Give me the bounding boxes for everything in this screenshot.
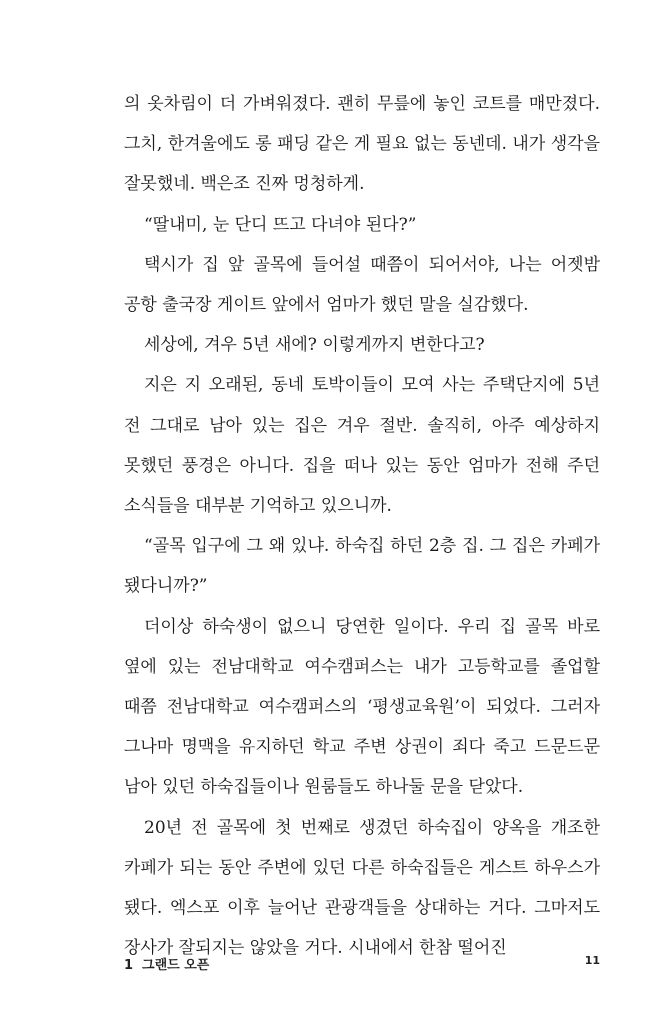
chapter-title: 그랜드 오픈: [142, 958, 210, 973]
paragraph: 더이상 하숙생이 없으니 당연한 일이다. 우리 집 골목 바로 옆에 있는 전남대학교 여수캠퍼스는 내가 고등학교를 졸업할 때쯤 전남대학교 여수캠퍼스의 ‘평생교육원’이 되었다. 그러자 그나마 명맥을 유지하던 학교 주변 상권이 죄다 죽고 드문드문 남아 있던 하숙집들이나 원룸들도 하나둘 문을 닫았다.: [124, 616, 600, 798]
chapter-number: 1: [124, 958, 134, 973]
page-body: [124, 84, 600, 968]
paragraph: 세상에, 겨우 5년 새에? 이렇게까지 변한다고?: [144, 335, 485, 356]
paragraph: “딸내미, 눈 단디 뜨고 다녀야 된다?”: [144, 214, 417, 235]
running-footer-chapter: [124, 954, 209, 973]
paragraph: 20년 전 골목에 첫 번째로 생겼던 하숙집이 양옥을 개조한 카페가 되는 동안 주변에 있던 다른 하숙집들은 게스트 하우스가 됐다. 엑스포 이후 늘어난 관광객들을 상대하는 거다. 그마저도 장사가 잘되지는 않았을 거다. 시내에서 한참 떨어진: [124, 817, 600, 959]
page-footer: [124, 946, 600, 976]
paragraph: 지은 지 오래된, 동네 토박이들이 모여 사는 주택단지에 5년 전 그대로 남아 있는 집은 겨우 절반. 솔직히, 아주 예상하지 못했던 풍경은 아니다. 집을 떠나 있는 동안 엄마가 전해 주던 소식들을 대부분 기억하고 있으니까.: [124, 375, 600, 517]
paragraph: 의 옷차림이 더 가벼워졌다. 괜히 무릎에 놓인 코트를 매만졌다. 그치, 한겨울에도 롱 패딩 같은 게 필요 없는 동넨데. 내가 생각을 잘못했네. 백은조 진짜 멍청하게.: [124, 94, 600, 195]
paragraph: “골목 입구에 그 왜 있냐. 하숙집 하던 2층 집. 그 집은 카페가 됐다니까?”: [124, 536, 600, 597]
page-number: 11: [584, 954, 600, 967]
paragraph: 택시가 집 앞 골목에 들어설 때쯤이 되어서야, 나는 어젯밤 공항 출국장 게이트 앞에서 엄마가 했던 말을 실감했다.: [124, 254, 600, 316]
